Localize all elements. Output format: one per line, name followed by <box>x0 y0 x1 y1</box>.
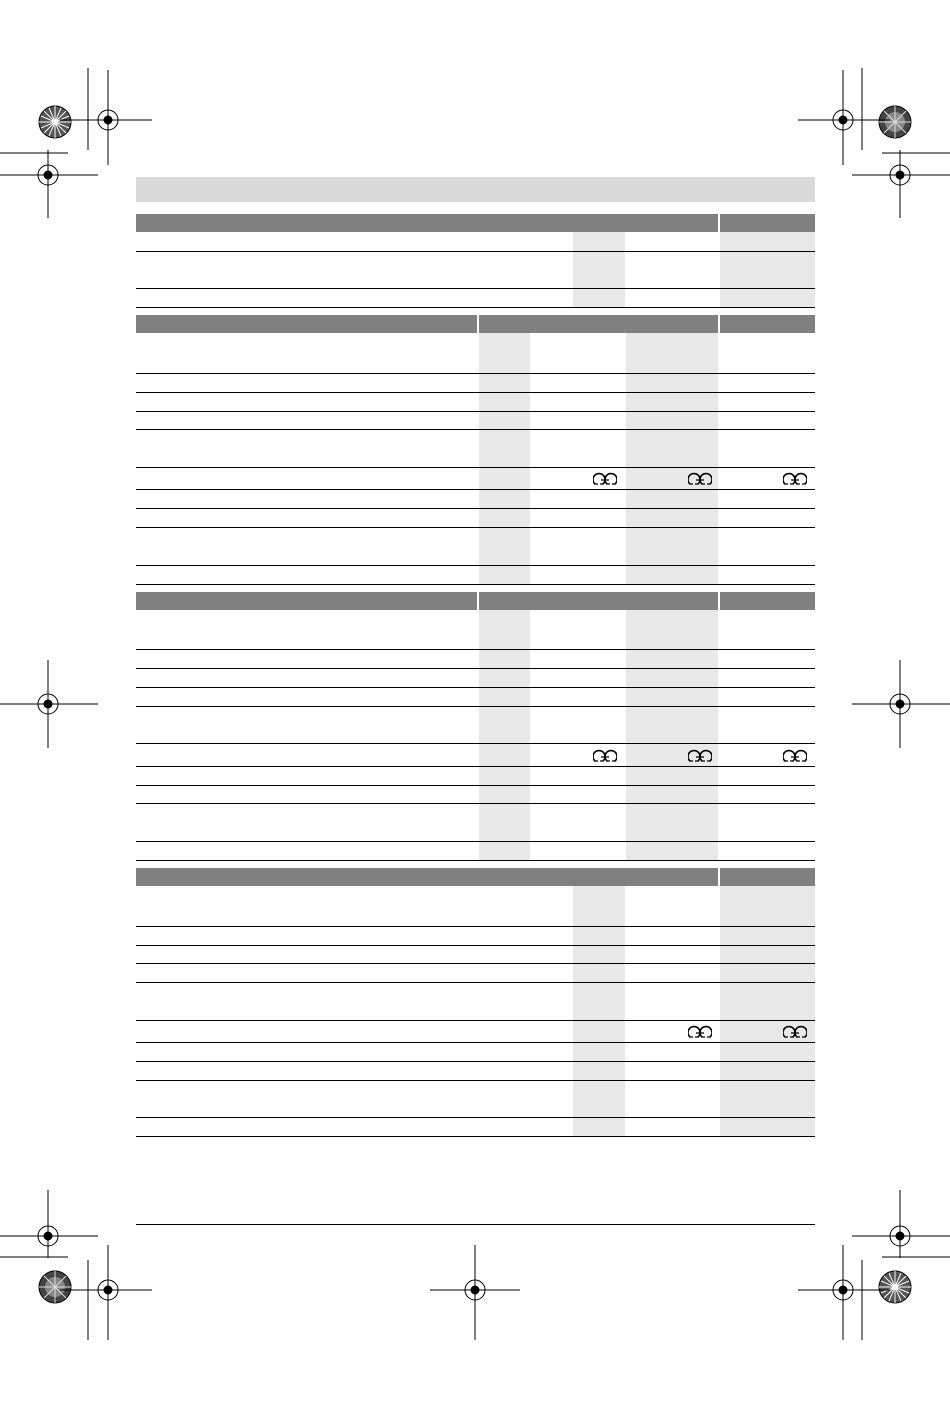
table-header-cell <box>720 214 815 232</box>
table-row <box>136 307 815 308</box>
table-row <box>136 803 815 804</box>
table-header-cell <box>720 868 815 886</box>
table-row <box>136 785 815 786</box>
shaded-column <box>573 886 625 1136</box>
starburst-wheel-icon <box>879 1271 911 1303</box>
table-header-band <box>136 315 477 333</box>
table-row <box>136 926 815 927</box>
table-header-band <box>136 868 718 886</box>
table-row <box>136 1042 815 1043</box>
table-row <box>136 982 815 983</box>
footer-rule <box>136 1224 815 1225</box>
table-row <box>136 743 815 744</box>
starburst-wheel-icon <box>879 106 911 138</box>
table-row <box>136 766 815 767</box>
table-row <box>136 527 815 528</box>
table-row <box>136 565 815 566</box>
table-row <box>136 373 815 374</box>
table-row <box>136 649 815 650</box>
shaded-column <box>479 333 530 584</box>
table-row <box>136 251 815 252</box>
shaded-column <box>479 610 530 860</box>
table-row <box>136 411 815 412</box>
table-row <box>136 860 815 861</box>
tool-symbol-icon <box>783 472 807 486</box>
crosshair-circle-icon <box>0 68 152 218</box>
page-header-band <box>136 177 815 202</box>
crosshair-circle-icon <box>798 68 950 218</box>
tool-symbol-icon <box>593 749 617 763</box>
tool-symbol-icon <box>593 472 617 486</box>
table-row <box>136 429 815 430</box>
starburst-wheel-icon <box>39 106 71 138</box>
table-row <box>136 1136 815 1137</box>
table-header-band <box>479 592 718 610</box>
tool-symbol-icon <box>688 749 712 763</box>
table-row <box>136 508 815 509</box>
tool-symbol-icon <box>783 749 807 763</box>
tool-symbol-icon <box>688 1025 712 1039</box>
crosshair-circle-icon <box>0 1190 950 1340</box>
table-header-cell <box>720 315 815 333</box>
table-header-band <box>479 315 718 333</box>
table-row <box>136 687 815 688</box>
table-row <box>136 467 815 468</box>
table-row <box>136 945 815 946</box>
table-row <box>136 1080 815 1081</box>
shaded-column <box>626 610 718 860</box>
shaded-column <box>626 333 718 584</box>
table-row <box>136 1061 815 1062</box>
shaded-column <box>720 232 815 307</box>
table-header-cell <box>720 592 815 610</box>
table-header-band <box>136 214 718 232</box>
table-row <box>136 706 815 707</box>
starburst-wheel-icon <box>39 1271 71 1303</box>
shaded-column <box>573 232 625 307</box>
table-row <box>136 1117 815 1118</box>
tool-symbol-icon <box>688 472 712 486</box>
table-row <box>136 668 815 669</box>
table-row <box>136 1020 815 1021</box>
table-row <box>136 489 815 490</box>
table-row <box>136 963 815 964</box>
crosshair-circle-icon <box>0 660 950 748</box>
table-row <box>136 841 815 842</box>
table-row <box>136 392 815 393</box>
table-header-band <box>136 592 477 610</box>
tool-symbol-icon <box>783 1025 807 1039</box>
table-row <box>136 584 815 585</box>
shaded-column <box>720 886 815 1136</box>
table-row <box>136 288 815 289</box>
